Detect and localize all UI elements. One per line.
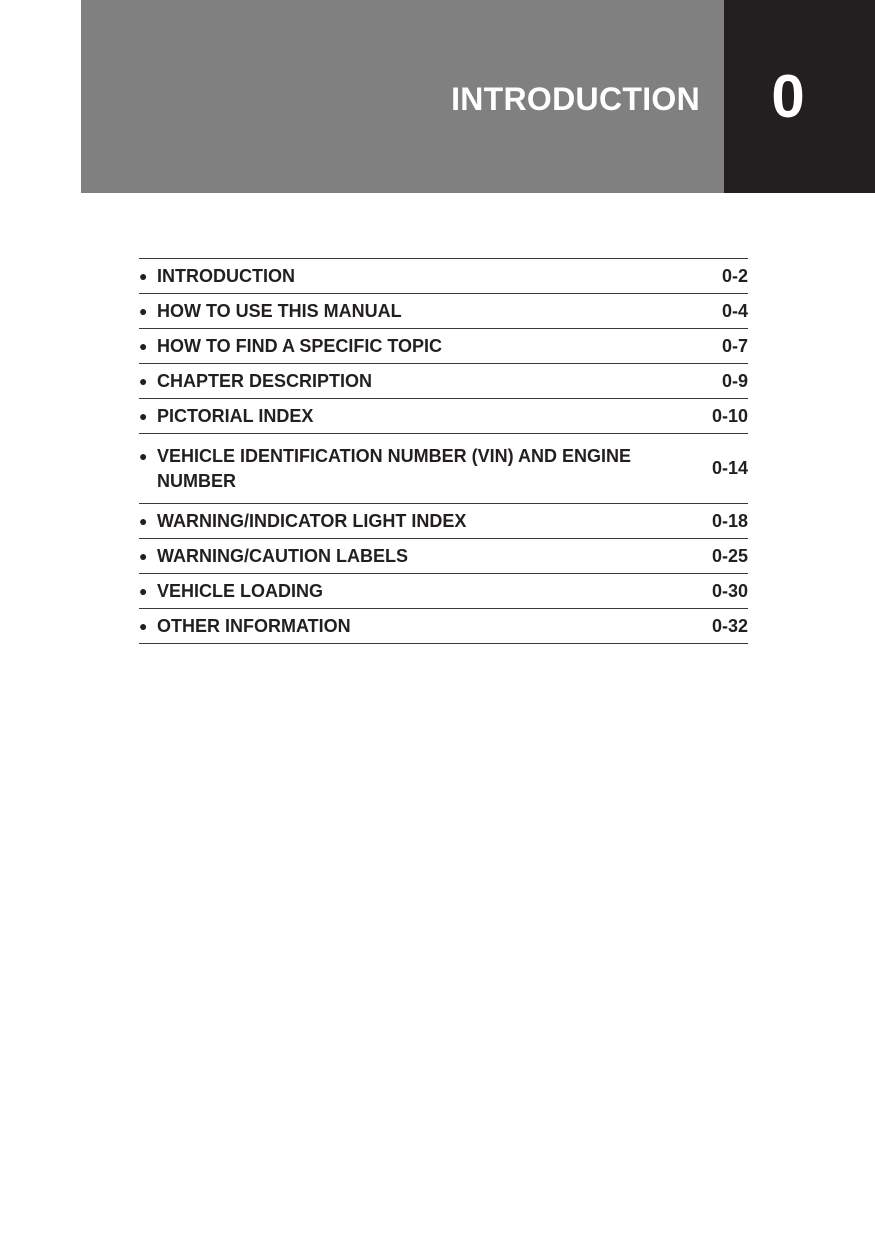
chapter-number-block — [724, 0, 875, 193]
bullet-icon: ● — [139, 583, 148, 599]
toc-entry-page: 0-10 — [711, 405, 748, 426]
toc-entry-introduction[interactable] — [139, 259, 748, 294]
toc-entry-label: INTRODUCTION — [157, 265, 295, 286]
table-of-contents — [139, 258, 748, 644]
bullet-icon: ● — [139, 408, 148, 424]
chapter-title: INTRODUCTION — [451, 81, 700, 117]
toc-entry-vehicle-loading[interactable] — [139, 574, 748, 609]
bullet-icon: ● — [139, 448, 148, 464]
toc-entry-label: WARNING/INDICATOR LIGHT INDEX — [157, 510, 467, 531]
toc-entry-vin[interactable] — [139, 434, 748, 504]
toc-entry-warning-indicator[interactable] — [139, 504, 748, 539]
toc-entry-page: 0-9 — [721, 370, 748, 391]
toc-entry-page: 0-4 — [721, 300, 748, 321]
bullet-icon: ● — [139, 303, 148, 319]
toc-entry-page: 0-25 — [711, 545, 748, 566]
toc-entry-page: 0-18 — [711, 510, 748, 531]
bullet-icon: ● — [139, 373, 148, 389]
bullet-icon: ● — [139, 548, 148, 564]
bullet-icon: ● — [139, 268, 148, 284]
chapter-header-band — [81, 0, 724, 193]
toc-entry-label: VEHICLE LOADING — [157, 580, 324, 601]
toc-entry-page: 0-7 — [721, 335, 748, 356]
toc-entry-page: 0-14 — [711, 458, 748, 478]
chapter-number: 0 — [771, 63, 805, 130]
bullet-icon: ● — [139, 618, 148, 634]
toc-entry-label: VEHICLE IDENTIFICATION NUMBER (VIN) AND ENGINE NUMBER — [157, 445, 632, 491]
toc-entry-label: CHAPTER DESCRIPTION — [157, 370, 373, 391]
toc-entry-find-topic[interactable] — [139, 329, 748, 364]
toc-entry-warning-caution[interactable] — [139, 539, 748, 574]
toc-entry-label: WARNING/CAUTION LABELS — [157, 545, 408, 566]
toc-entry-label: HOW TO FIND A SPECIFIC TOPIC — [157, 335, 443, 356]
toc-entry-label: OTHER INFORMATION — [157, 615, 351, 636]
toc-entry-chapter-description[interactable] — [139, 364, 748, 399]
toc-entry-label: HOW TO USE THIS MANUAL — [157, 300, 402, 321]
toc-entry-page: 0-32 — [711, 615, 748, 636]
toc-entry-how-to-use[interactable] — [139, 294, 748, 329]
bullet-icon: ● — [139, 513, 148, 529]
toc-entry-label: PICTORIAL INDEX — [157, 405, 314, 426]
toc-entry-page: 0-2 — [721, 265, 748, 286]
toc-entry-pictorial-index[interactable] — [139, 399, 748, 434]
toc-entry-page: 0-30 — [711, 580, 748, 601]
bullet-icon: ● — [139, 338, 148, 354]
toc-entry-other-information[interactable] — [139, 609, 748, 644]
